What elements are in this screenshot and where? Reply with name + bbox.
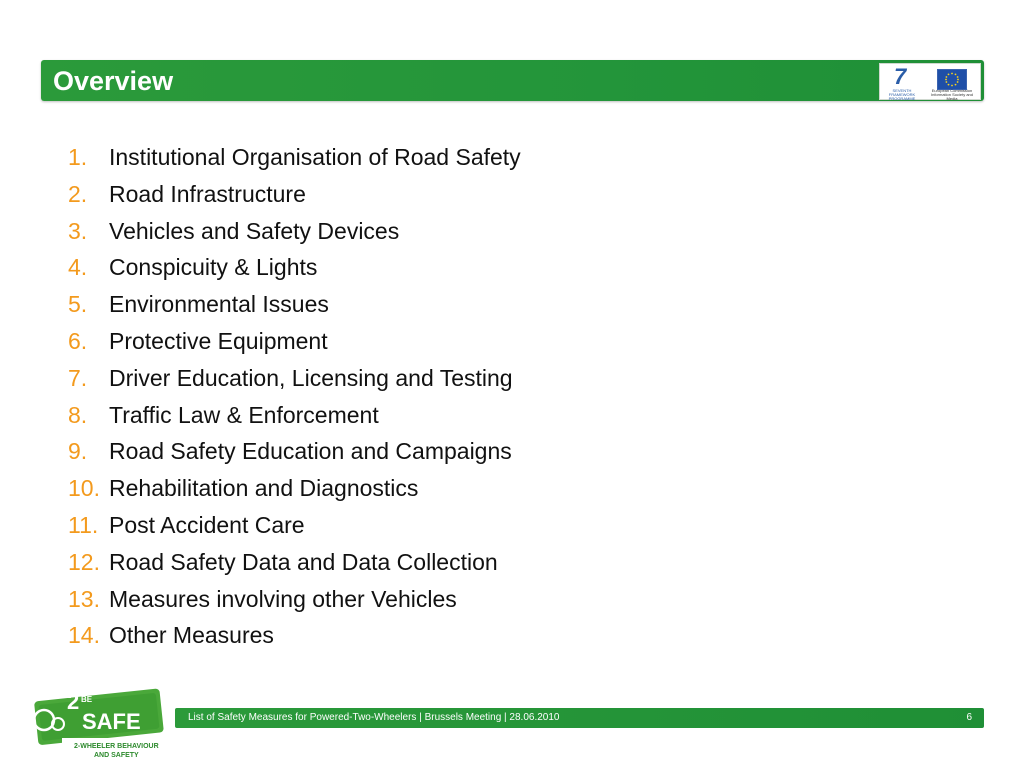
item-number: 10. xyxy=(68,475,100,502)
list-item xyxy=(68,286,768,323)
item-label: Driver Education, Licensing and Testing xyxy=(109,364,513,391)
eu-logo-icon xyxy=(926,67,978,101)
brand-mark: 2 xyxy=(67,689,80,714)
item-label: Institutional Organisation of Road Safety xyxy=(109,144,521,170)
list-item xyxy=(68,470,768,507)
item-number: 3. xyxy=(68,217,88,244)
item-label: Traffic Law & Enforcement xyxy=(109,401,379,428)
overview-list xyxy=(68,139,768,654)
brand-tagline-2: AND SAFETY xyxy=(94,752,139,759)
slide-title: Overview xyxy=(53,66,174,96)
item-label: Rehabilitation and Diagnostics xyxy=(109,475,419,502)
item-number: 14. xyxy=(68,622,100,649)
list-item xyxy=(68,249,768,286)
list-item xyxy=(68,507,768,544)
item-label: Protective Equipment xyxy=(109,327,328,354)
footer-text: List of Safety Measures for Powered-Two-Wheelers | Brussels Meeting | 28.06.2010 xyxy=(188,712,560,723)
item-number: 6. xyxy=(68,327,88,354)
item-label: Measures involving other Vehicles xyxy=(109,585,457,612)
item-label: Conspicuity & Lights xyxy=(109,254,318,281)
list-item xyxy=(68,433,768,470)
list-item xyxy=(68,360,768,397)
item-label: Road Safety Education and Campaigns xyxy=(109,438,512,465)
item-number: 13. xyxy=(68,585,100,612)
list-item xyxy=(68,139,768,176)
item-number: 9. xyxy=(68,438,88,465)
sponsor-logos xyxy=(879,63,981,100)
footer-bar xyxy=(175,708,984,728)
item-number: 1. xyxy=(68,144,88,170)
list-item xyxy=(68,544,768,581)
item-label: Other Measures xyxy=(109,622,274,649)
eu-flag-icon xyxy=(937,69,967,90)
item-number: 5. xyxy=(68,291,88,318)
item-number: 11. xyxy=(68,511,99,538)
list-item xyxy=(68,397,768,434)
brand-tagline-1: 2-WHEELER BEHAVIOUR xyxy=(74,743,159,750)
item-number: 2. xyxy=(68,180,88,207)
list-item xyxy=(68,581,768,618)
item-label: Road Infrastructure xyxy=(109,180,306,207)
title-bar xyxy=(41,60,984,101)
item-label: Environmental Issues xyxy=(109,291,329,318)
item-label: Vehicles and Safety Devices xyxy=(109,217,400,244)
item-label: Post Accident Care xyxy=(109,511,305,538)
fp7-logo-icon xyxy=(882,63,922,101)
list-item xyxy=(68,176,768,213)
eu-caption: European Commission Information Society and Media xyxy=(930,87,974,101)
item-number: 4. xyxy=(68,254,88,281)
fp7-caption: SEVENTH FRAMEWORK PROGRAMME xyxy=(888,87,916,101)
brand-super: BE xyxy=(81,695,93,704)
page-number: 6 xyxy=(966,712,972,723)
item-number: 8. xyxy=(68,401,88,428)
brand-name: SAFE xyxy=(82,709,141,734)
item-number: 12. xyxy=(68,548,100,575)
list-item xyxy=(68,213,768,250)
2besafe-logo-icon xyxy=(22,680,164,762)
fp7-mark: 7 xyxy=(894,63,907,89)
item-label: Road Safety Data and Data Collection xyxy=(109,548,498,575)
item-number: 7. xyxy=(68,364,88,391)
list-item xyxy=(68,617,768,654)
list-item xyxy=(68,323,768,360)
